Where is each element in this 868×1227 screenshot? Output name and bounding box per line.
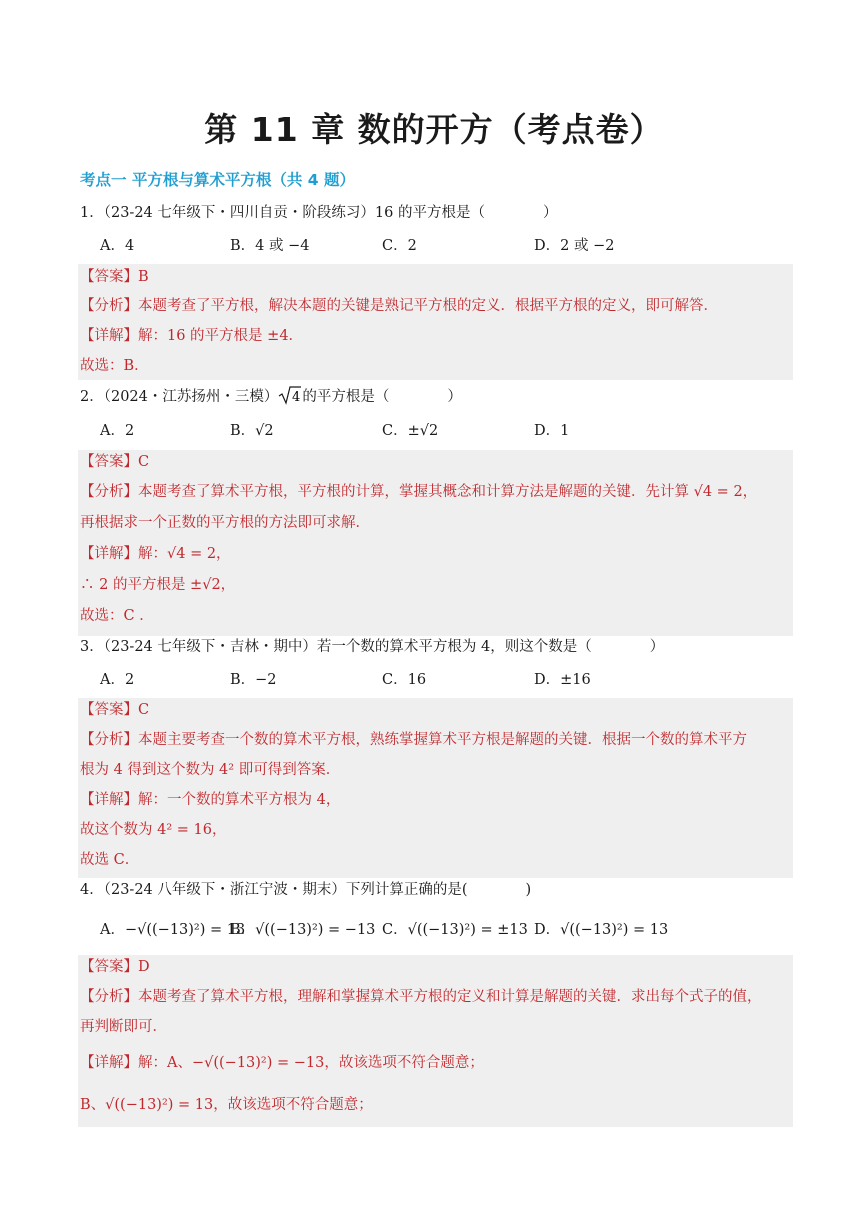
q1-option-d: D．2 或 −2: [534, 238, 615, 254]
q3-solution-box: [78, 698, 793, 878]
q4-analysis-line1: 【分析】本题考查了算术平方根，理解和掌握算术平方根的定义和计算是解题的关键．求出每个式子的值，: [80, 989, 762, 1005]
question-1-stem: 1．（23-24 七年级下・四川自贡・阶段练习）16 的平方根是（ ）: [80, 205, 558, 221]
q4-option-c: C．√((−13)²) = ±13: [382, 922, 528, 938]
q2-detail-line2: ∴ 2 的平方根是 ±√2，: [80, 577, 236, 593]
q4-option-d: D．√((−13)²) = 13: [534, 922, 669, 938]
sqrt-4-symbol: [278, 385, 302, 405]
q4-detail-line1: 【详解】解：A、−√((−13)²) = −13，故该选项不符合题意；: [80, 1055, 484, 1071]
question-2-stem: [80, 385, 462, 408]
q3-option-d: D．±16: [534, 672, 591, 688]
q1-option-c: C．2: [382, 238, 417, 254]
q3-conclusion: 故选 C．: [80, 852, 140, 868]
q2-answer: 【答案】C: [80, 454, 150, 470]
q4-option-b: B．√((−13)²) = −13: [230, 922, 376, 938]
q2-option-a: A．2: [100, 423, 135, 439]
q2-analysis-line1: 【分析】本题考查了算术平方根，平方根的计算，掌握其概念和计算方法是解题的关键．先计算 √4 = 2，: [80, 484, 758, 500]
q2-conclusion: 故选：C ．: [80, 608, 154, 624]
q3-detail-line1: 【详解】解：一个数的算术平方根为 4，: [80, 792, 341, 808]
q2-analysis-line2: 再根据求一个正数的平方根的方法即可求解．: [80, 515, 370, 531]
q2-stem-post: 的平方根是（ ）: [302, 389, 462, 405]
question-4-stem: 4．（23-24 八年级下・浙江宁波・期末）下列计算正确的是( ): [80, 882, 532, 898]
q2-option-b: B．√2: [230, 423, 274, 439]
question-3-stem: 3．（23-24 七年级下・吉林・期中）若一个数的算术平方根为 4，则这个数是（ ）: [80, 639, 665, 655]
q4-answer: 【答案】D: [80, 959, 150, 975]
q4-analysis-line2: 再判断即可．: [80, 1019, 167, 1035]
q1-solution-box: [78, 264, 793, 380]
q2-stem-pre: 2．（2024・江苏扬州・三模）: [80, 389, 279, 405]
q1-analysis: 【分析】本题考查了平方根，解决本题的关键是熟记平方根的定义．根据平方根的定义，即可解答．: [80, 298, 718, 314]
q1-option-b: B．4 或 −4: [230, 238, 310, 254]
q1-answer: 【答案】B: [80, 269, 149, 285]
q3-detail-line2: 故这个数为 4² = 16，: [80, 822, 227, 838]
q1-detail: 【详解】解：16 的平方根是 ±4．: [80, 328, 304, 344]
q2-option-c: C．±√2: [382, 423, 439, 439]
q3-analysis-line2: 根为 4 得到这个数为 4² 即可得到答案．: [80, 762, 341, 778]
q3-option-c: C．16: [382, 672, 427, 688]
q3-option-a: A．2: [100, 672, 135, 688]
q3-option-b: B．−2: [230, 672, 277, 688]
q2-detail-line1: 【详解】解：√4 = 2，: [80, 546, 231, 562]
q1-conclusion: 故选：B．: [80, 358, 149, 374]
page-title: 第 11 章 数的开方（考点卷）: [204, 110, 664, 149]
q2-option-d: D．1: [534, 423, 570, 439]
q1-option-a: A．4: [100, 238, 135, 254]
svg-text:4: 4: [292, 390, 301, 405]
section-heading: 考点一 平方根与算术平方根（共 4 题）: [80, 171, 355, 189]
q4-option-a: A．−√((−13)²) = 13: [100, 922, 246, 938]
q3-analysis-line1: 【分析】本题主要考查一个数的算术平方根，熟练掌握算术平方根是解题的关键．根据一个数的算术平方: [80, 732, 747, 748]
q4-detail-line2: B、√((−13)²) = 13，故该选项不符合题意；: [80, 1097, 373, 1113]
q3-answer: 【答案】C: [80, 702, 150, 718]
